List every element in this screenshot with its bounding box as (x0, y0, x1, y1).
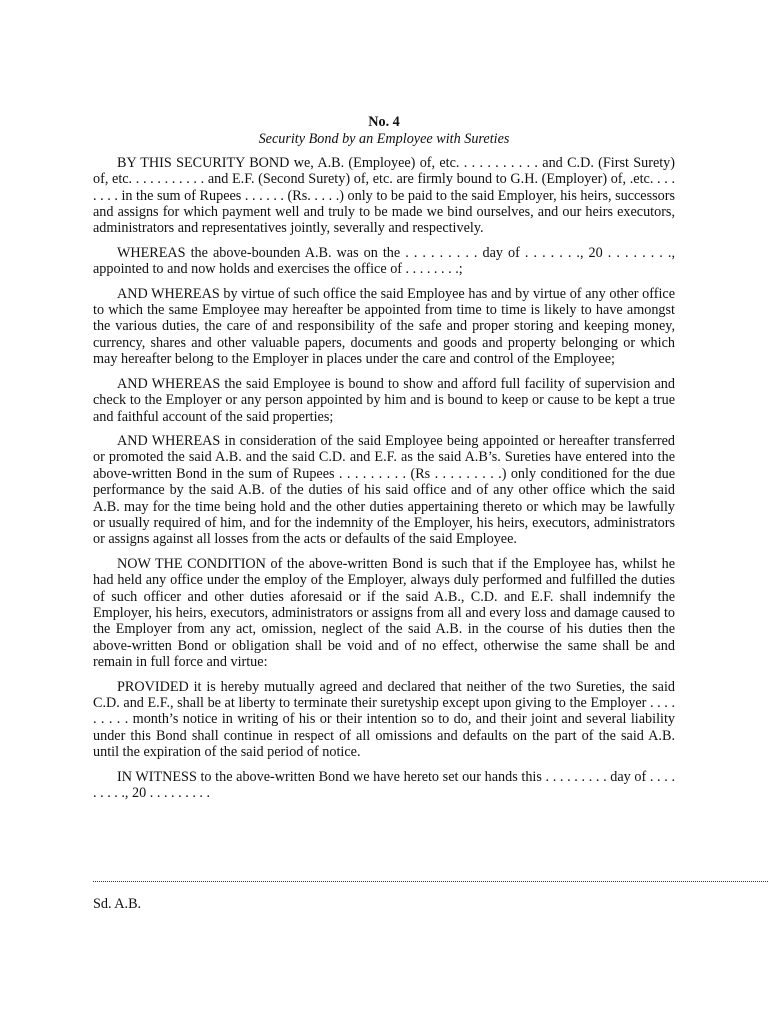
document-number: No. 4 (368, 114, 400, 130)
paragraph-whereas-supervision: AND WHEREAS the said Employee is bound to show and afford full facility of supervision and check to the Employer or any person appointed by him and is bound to keep or cause to be kept a true and faithful account of the said properties; (93, 375, 675, 425)
paragraph-whereas-duties: AND WHEREAS by virtue of such office the said Employee has and by virtue of any other office to which the same Employee may hereafter be appointed from time to time is likely to have amongst the various duties, the care of and responsibility of the safe and proper storing and keeping money, currency, shares and other valuable papers, documents and goods and property belonging or which may hereafter belong to the Employer in places under the care and control of the Employee; (93, 285, 675, 368)
paragraph-condition: NOW THE CONDITION of the above-written Bond is such that if the Employee has, whilst he had held any office under the employ of the Employer, always duly performed and fulfilled the duties of such officer and other duties aforesaid or if the said A.B., C.D. and E.F. shall indemnify the Employer, his heirs, executors, administrators or assigns from all and every loss and damage caused to the Employer from any act, omission, neglect of the said A.B. in the course of his duties then the above-written Bond or obligation shall be void and of no effect, otherwise the same shall be and remain in full force and virtue: (93, 555, 675, 671)
paragraph-whereas-consideration: AND WHEREAS in consideration of the said Employee being appointed or hereafter transferred or promoted the said A.B. and the said C.D. and E.F. as the said A.B’s. Sureties have entered into the above-written Bond in the sum of Rupees . . . . . . . . . (Rs . . . . . . . . .) only conditioned for the due performance by the said A.B. of the duties of his said office and of any other office which the said A.B. may for the time being hold and the other duties appertaining thereto or which may be lawfully or usually required of him, and for the indemnity of the Employer, his heirs, executors, administrators or assigns against all losses from the acts or defaults of the said Employee. (93, 432, 675, 548)
signature-line: Sd. A.B. (93, 896, 142, 912)
document-body (93, 114, 675, 809)
paragraph-whereas-appointment: WHEREAS the above-bounden A.B. was on the . . . . . . . . . day of . . . . . . ., 20 . . . . . . . ., appointed to and now holds and exercises the office of . . . . . . . .; (93, 244, 675, 278)
paragraph-witness: IN WITNESS to the above-written Bond we have hereto set our hands this . . . . . . . . . day of . . . . . . . . ., 20 . . . . . . . . . (93, 768, 675, 802)
dotted-separator (93, 881, 768, 882)
paragraph-proviso: PROVIDED it is hereby mutually agreed and declared that neither of the two Sureties, the said C.D. and E.F., shall be at liberty to terminate their suretyship except upon giving to the Employer . . . . . . . . . month’s notice in writing of his or their intention so to do, and their joint and several liability under this Bond shall continue in respect of all omissions and defaults on the part of the said A.B. until the expiration of the said period of notice. (93, 678, 675, 761)
paragraph-bond-declaration: BY THIS SECURITY BOND we, A.B. (Employee) of, etc. . . . . . . . . . . and C.D. (First Surety) of, etc. . . . . . . . . . . and E.F. (Second Surety) of, etc. are firmly bound to G.H. (Employer) of, .etc. . . . . . . . in the sum of Rupees . . . . . . (Rs. . . . .) only to be paid to the said Employer, his heirs, successors and assigns for which payment well and truly to be made we bind ourselves, and our heirs executors, administrators and representatives jointly, severally and respectively. (93, 154, 675, 237)
document-title: Security Bond by an Employee with Sureties (258, 131, 510, 148)
